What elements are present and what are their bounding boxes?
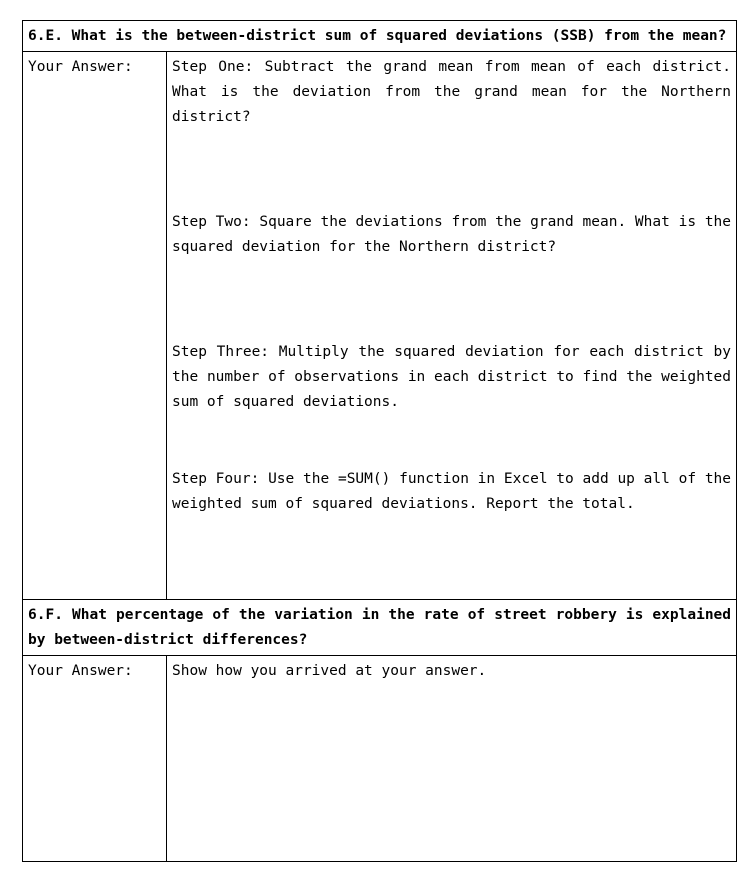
step-four-answer-space[interactable] <box>172 517 731 597</box>
worksheet-page <box>22 20 736 862</box>
step-one-prompt: Step One: Subtract the grand mean from mean of each district. What is the deviation from the grand mean for the Northern district? <box>172 59 732 125</box>
step-three-answer-space[interactable] <box>172 415 731 467</box>
worksheet-table <box>22 20 737 862</box>
answer-row-6e <box>23 52 737 600</box>
step-two-prompt: Step Two: Square the deviations from the grand mean. What is the squared deviation for the Northern district? <box>172 214 732 255</box>
answer-row-6f <box>23 656 737 862</box>
step-three-prompt: Step Three: Multiply the squared deviation for each district by the number of observations in each district to find the weighted sum of squared deviations. <box>172 344 732 410</box>
step-four-prompt: Step Four: Use the =SUM() function in Excel to add up all of the weighted sum of squared deviations. Report the total. <box>172 471 732 512</box>
answer-area-6e[interactable] <box>167 52 737 600</box>
question-row-6e <box>23 21 737 52</box>
question-row-6f <box>23 600 737 656</box>
answer-label-6e: Your Answer: <box>23 52 167 600</box>
answer-label-6f: Your Answer: <box>23 656 167 862</box>
question-6f: 6.F. What percentage of the variation in the rate of street robbery is explained by between-district differences? <box>23 600 737 656</box>
answer-area-6f[interactable] <box>167 656 737 862</box>
step-two-answer-space[interactable] <box>172 260 731 340</box>
show-work-instruction: Show how you arrived at your answer. <box>172 663 487 679</box>
question-6e: 6.E. What is the between-district sum of squared deviations (SSB) from the mean? <box>23 21 737 52</box>
step-one-answer-space[interactable] <box>172 130 731 210</box>
